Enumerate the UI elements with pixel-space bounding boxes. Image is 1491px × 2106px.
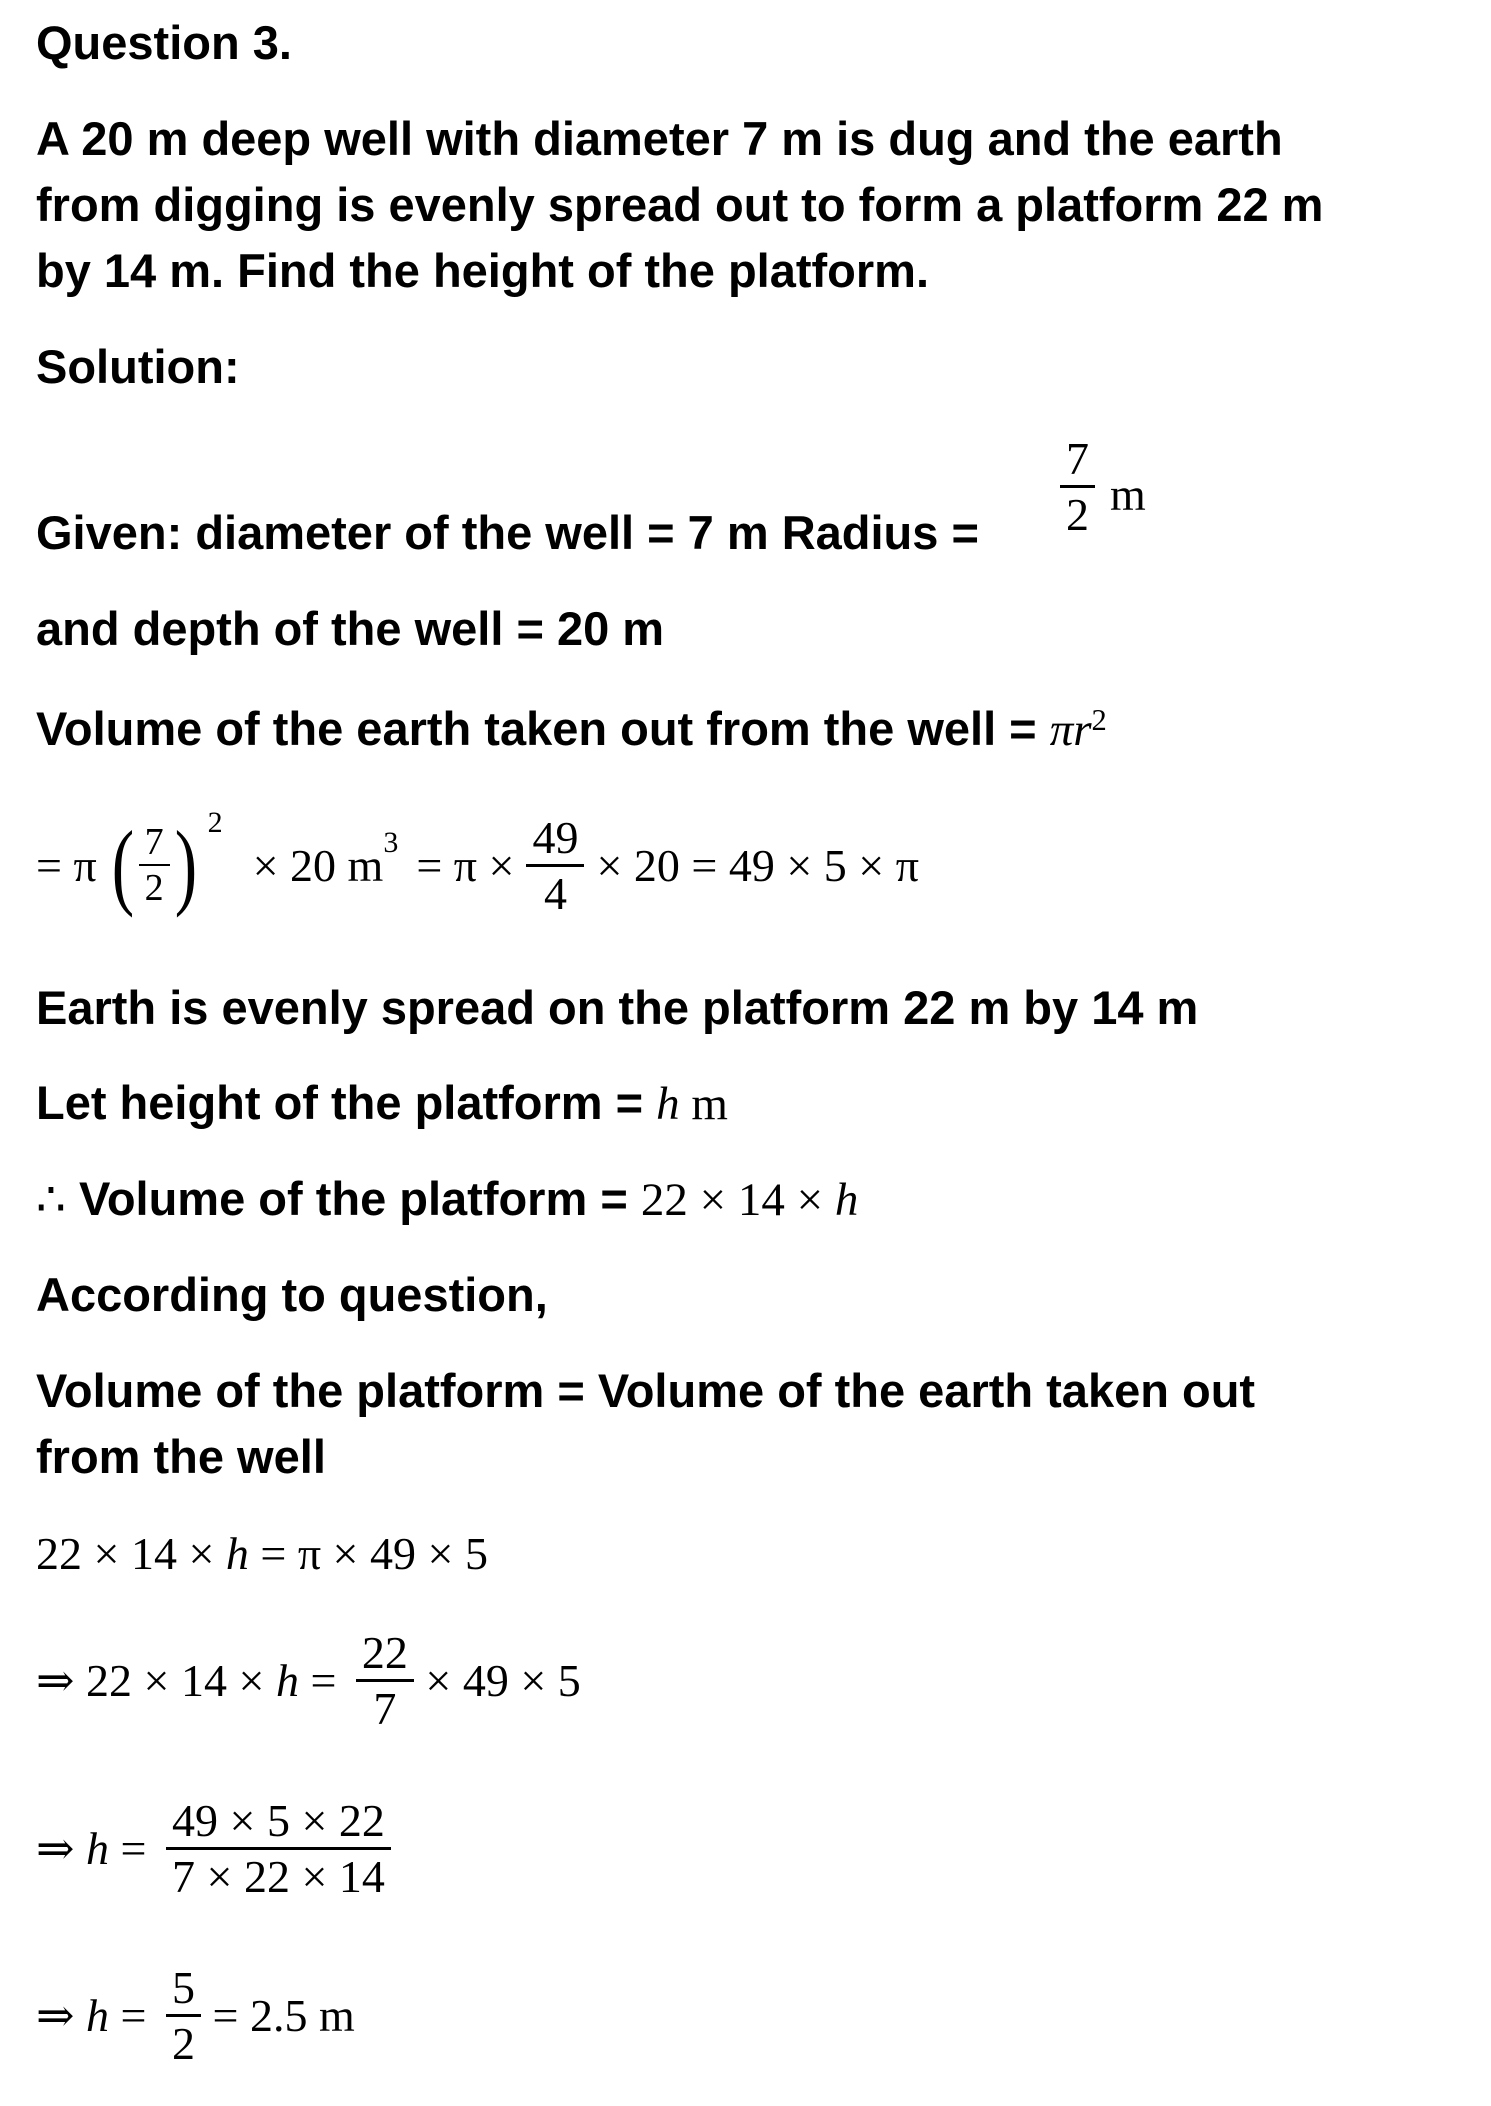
eq3-lead: ⇒ [36,1823,87,1874]
eq2-eq: = [298,1654,348,1706]
calc-unit-exp: 3 [383,826,399,859]
height-line [36,1070,728,1137]
eq1-left: 22 × 14 × [36,1528,226,1579]
radius-fraction [1060,432,1095,541]
eq4-var: h [86,1989,110,2041]
eq4-lead: ⇒ [36,1990,87,2041]
height-var: h [656,1078,680,1130]
equation-4 [36,1950,355,2080]
eq4-tail: = 2.5 m [201,1989,355,2041]
eq2-var: h [275,1654,299,1706]
radius-unit: m [1110,469,1146,520]
depth-line: and depth of the well = 20 m [36,602,665,655]
calc-frac2-num: 49 [532,811,579,863]
eq4-eq: = [109,1989,158,2041]
radius-denominator: 2 [1066,489,1089,540]
calc-lead: = π [36,839,97,891]
eq1-right: = π × 49 × 5 [248,1528,488,1579]
volume-earth-text: Volume of the earth taken out from the well = [36,702,1050,755]
right-paren: ) [174,811,197,918]
calc-mid: × 20 m [252,839,384,891]
calc-mid2: = π × [416,839,515,891]
platform-volume-var: h [834,1174,859,1226]
platform-volume-text: Volume of the platform = [65,1172,641,1225]
spread-line: Earth is evenly spread on the platform 22 m by 14 m [36,981,1199,1034]
calc-tail: × 20 = 49 × 5 × π [596,839,919,891]
eq2-lead: ⇒ 22 × 14 × [36,1655,276,1706]
height-unit: m [679,1078,728,1130]
radius-numerator: 7 [1066,433,1089,484]
according-line: According to question, [36,1268,548,1321]
eq4-den: 2 [172,2017,195,2069]
equation-text-line-2: from the well [36,1430,326,1483]
volume-earth-line [36,696,1107,768]
solution-label: Solution: [36,340,240,393]
equation-3 [36,1783,391,1913]
equation-2 [36,1615,581,1745]
eq3-den: 7 × 22 × 14 [172,1850,385,1902]
platform-volume-expr: 22 × 14 × [640,1174,835,1226]
calc-frac-num: 7 [144,821,164,863]
eq3-var: h [86,1822,110,1874]
volume-calculation [36,800,919,930]
eq4-num: 5 [172,1961,195,2013]
question-title: Question 3. [36,16,292,69]
question-line-1: A 20 m deep well with diameter 7 m is dug and the earth [36,112,1283,165]
volume-formula-exponent: 2 [1091,702,1107,737]
eq1-var: h [225,1528,249,1579]
question-line-3: by 14 m. Find the height of the platform. [36,244,930,297]
equation-text-line-1: Volume of the platform = Volume of the earth taken out [36,1364,1256,1417]
therefore-symbol: ∴ [36,1174,66,1226]
volume-formula: πr [1049,704,1092,756]
platform-volume-line [36,1166,858,1233]
eq3-eq: = [109,1822,158,1874]
equation-1 [36,1524,488,1584]
eq2-den: 7 [373,1682,397,1734]
question-line-2: from digging is evenly spread out to form a platform 22 m [36,178,1324,231]
calc-power: 2 [207,806,223,839]
eq3-num: 49 × 5 × 22 [172,1794,385,1846]
eq2-tail: × 49 × 5 [413,1654,581,1706]
left-paren: ( [111,811,134,918]
calc-frac-den: 2 [144,867,164,909]
given-line: Given: diameter of the well = 7 m Radius = [36,506,979,559]
height-text: Let height of the platform = [36,1076,657,1129]
eq2-num: 22 [361,1626,408,1678]
calc-frac2-den: 4 [543,867,567,919]
